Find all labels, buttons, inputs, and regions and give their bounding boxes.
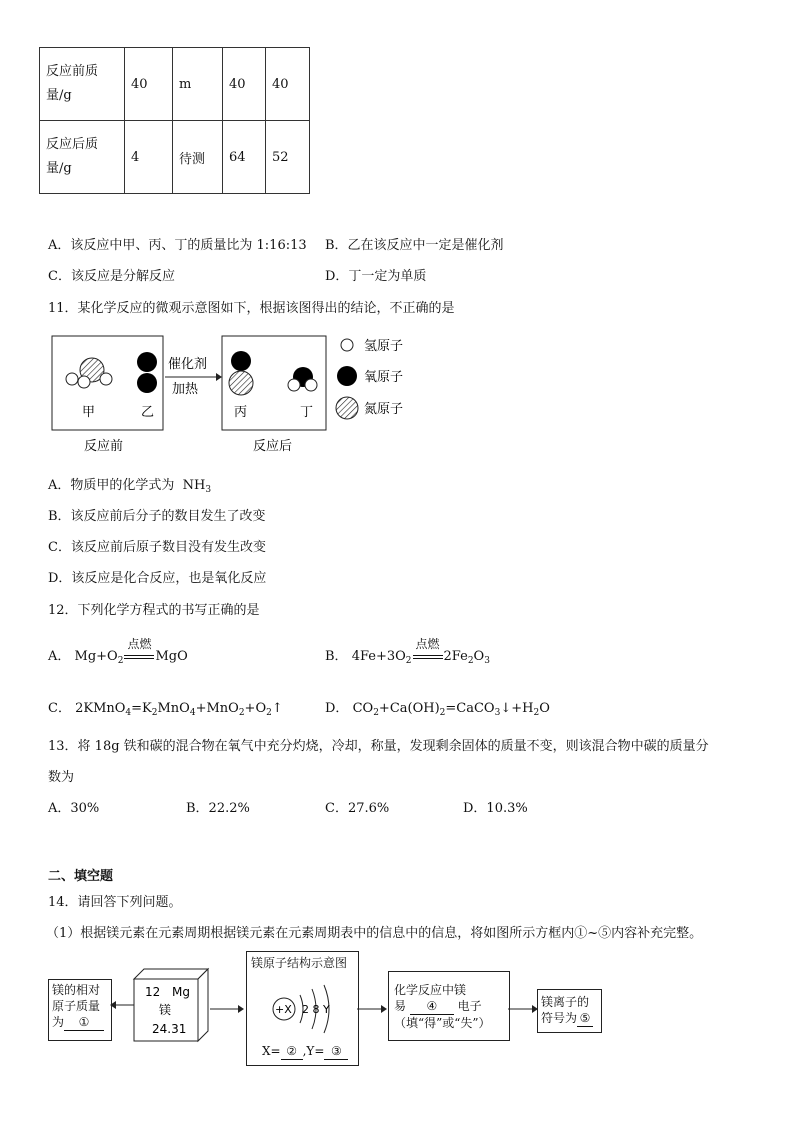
atomic-number: 12 (145, 985, 161, 999)
row-label: 反应后质 量/g (40, 121, 125, 194)
legend-o-icon (337, 366, 357, 386)
q12-stem: 12．下列化学方程式的书写正确的是 (48, 603, 260, 618)
legend-h: 氢原子 (364, 339, 404, 354)
table-cell: 64 (223, 121, 266, 194)
element-symbol: Mg (172, 985, 190, 999)
q14-stem: 14．请回答下列问题。 (48, 895, 182, 910)
label-after: 反应后 (253, 439, 293, 454)
blank-5: ⑤ (577, 1010, 593, 1027)
element-name: 镁 (159, 1003, 172, 1017)
box5-line2: 符号为 ⑤ (541, 1010, 593, 1027)
q12-option-b: B． $4Fe+3O_2$ 点燃 $2Fe_2O_3$ (325, 637, 490, 666)
q13-option-d: D．10.3% (463, 801, 528, 816)
q11-option-d: D．该反应是化合反应，也是氧化反应 (48, 571, 267, 586)
table-row (40, 48, 310, 121)
table-row (40, 121, 310, 194)
box1-line1: 镁的相对 (52, 983, 101, 997)
label-bing: 丙 (234, 405, 248, 420)
condition-heat: 加热 (172, 382, 199, 397)
atom-structure-title: 镁原子结构示意图 (251, 956, 348, 970)
table-cell: 52 (266, 121, 310, 194)
box5-line1: 镁离子的 (541, 995, 590, 1009)
no-molecule (229, 351, 253, 395)
q11-option-b: B．该反应前后分子的数目发生了改变 (48, 509, 266, 524)
label-jia: 甲 (82, 405, 96, 420)
arrow-right-icon (357, 1002, 389, 1016)
legend-h-icon (341, 339, 353, 351)
legend-o: 氧原子 (364, 370, 404, 385)
blank-3: ③ (324, 1043, 348, 1060)
label-ding: 丁 (300, 405, 314, 420)
q11-stem: 11．某化学反应的微观示意图如下，根据该图得出的结论，不正确的是 (48, 301, 455, 316)
arrow-right-icon (210, 1002, 246, 1016)
o2-molecule (137, 352, 157, 393)
q12-option-a: A． $Mg+O_2$ 点燃 MgO (48, 637, 188, 666)
nucleus-charge: +X (275, 1003, 292, 1016)
q11-option-c: C．该反应前后原子数目没有发生改变 (48, 540, 266, 555)
box1-line3: 为 ① (52, 1014, 104, 1031)
condition-catalyst: 催化剂 (168, 357, 208, 372)
label-yi: 乙 (141, 405, 155, 420)
box4-line1: 化学反应中镁 (394, 983, 467, 997)
blank-2: ② (281, 1043, 303, 1060)
label-before: 反应前 (84, 439, 124, 454)
q13-option-b: B．22.2% (186, 801, 250, 816)
q10-option-d: D．丁一定为单质 (325, 269, 427, 284)
table-cell: 待测 (173, 121, 223, 194)
q10-option-b: B．乙在该反应中一定是催化剂 (325, 238, 504, 253)
table-cell: 40 (125, 48, 173, 121)
q10-option-c: C．该反应是分解反应 (48, 269, 175, 284)
q13-stem: 13．将 18g 铁和碳的混合物在氧气中充分灼烧，冷却，称量，发现剩余固体的质量不变，则该混合物中碳的质量分 (48, 739, 709, 754)
q11-option-a: A．物质甲的化学式为 $NH_3$ (48, 478, 212, 495)
arrow-right-icon (508, 1002, 540, 1016)
table-cell: 40 (266, 48, 310, 121)
element-card (132, 967, 210, 1043)
table-cell: m (173, 48, 223, 121)
electron-shells: 2 8 Y (302, 1003, 330, 1016)
atom-structure-diagram (266, 983, 346, 1039)
q12-option-c: C． $2KMnO_4=K_2MnO_4+MnO_2+O_2↑$ (48, 701, 283, 718)
reaction-micro-diagram (48, 330, 428, 460)
mass-table (39, 47, 310, 194)
legend-n-icon (336, 397, 358, 419)
relative-mass: 24.31 (152, 1022, 187, 1036)
table-cell: 40 (223, 48, 266, 121)
legend-n: 氮原子 (364, 402, 404, 417)
nh3-molecule (66, 358, 112, 388)
q13-stem-cont: 数为 (48, 770, 75, 785)
box1-line2: 原子质量 (52, 999, 101, 1013)
xy-blanks: X= ② ,Y= ③ (262, 1043, 348, 1060)
h2o-molecule (288, 367, 317, 391)
q12-option-d: D． $CO_2+Ca(OH)_2=CaCO_3↓+H_2O$ (325, 701, 550, 718)
blank-1: ① (64, 1014, 104, 1031)
row-label: 反应前质 量/g (40, 48, 125, 121)
q13-option-c: C．27.6% (325, 801, 390, 816)
box4-line2: 易 ④ 电子 (394, 999, 482, 1013)
q13-option-a: A．30% (48, 801, 100, 816)
q10-option-a: A．该反应中甲、丙、丁的质量比为 1:16:13 (48, 238, 307, 253)
blank-4: ④ (410, 998, 454, 1015)
table-cell: 4 (125, 121, 173, 194)
q14-part1: （1）根据镁元素在元素周期根据镁元素在元素周期表中的信息中的信息，将如图所示方框内①~⑤内容补充完整。 (46, 926, 703, 941)
box4-line3: （填“得”或“失”） (394, 1016, 491, 1030)
section-title: 二、填空题 (48, 869, 114, 884)
